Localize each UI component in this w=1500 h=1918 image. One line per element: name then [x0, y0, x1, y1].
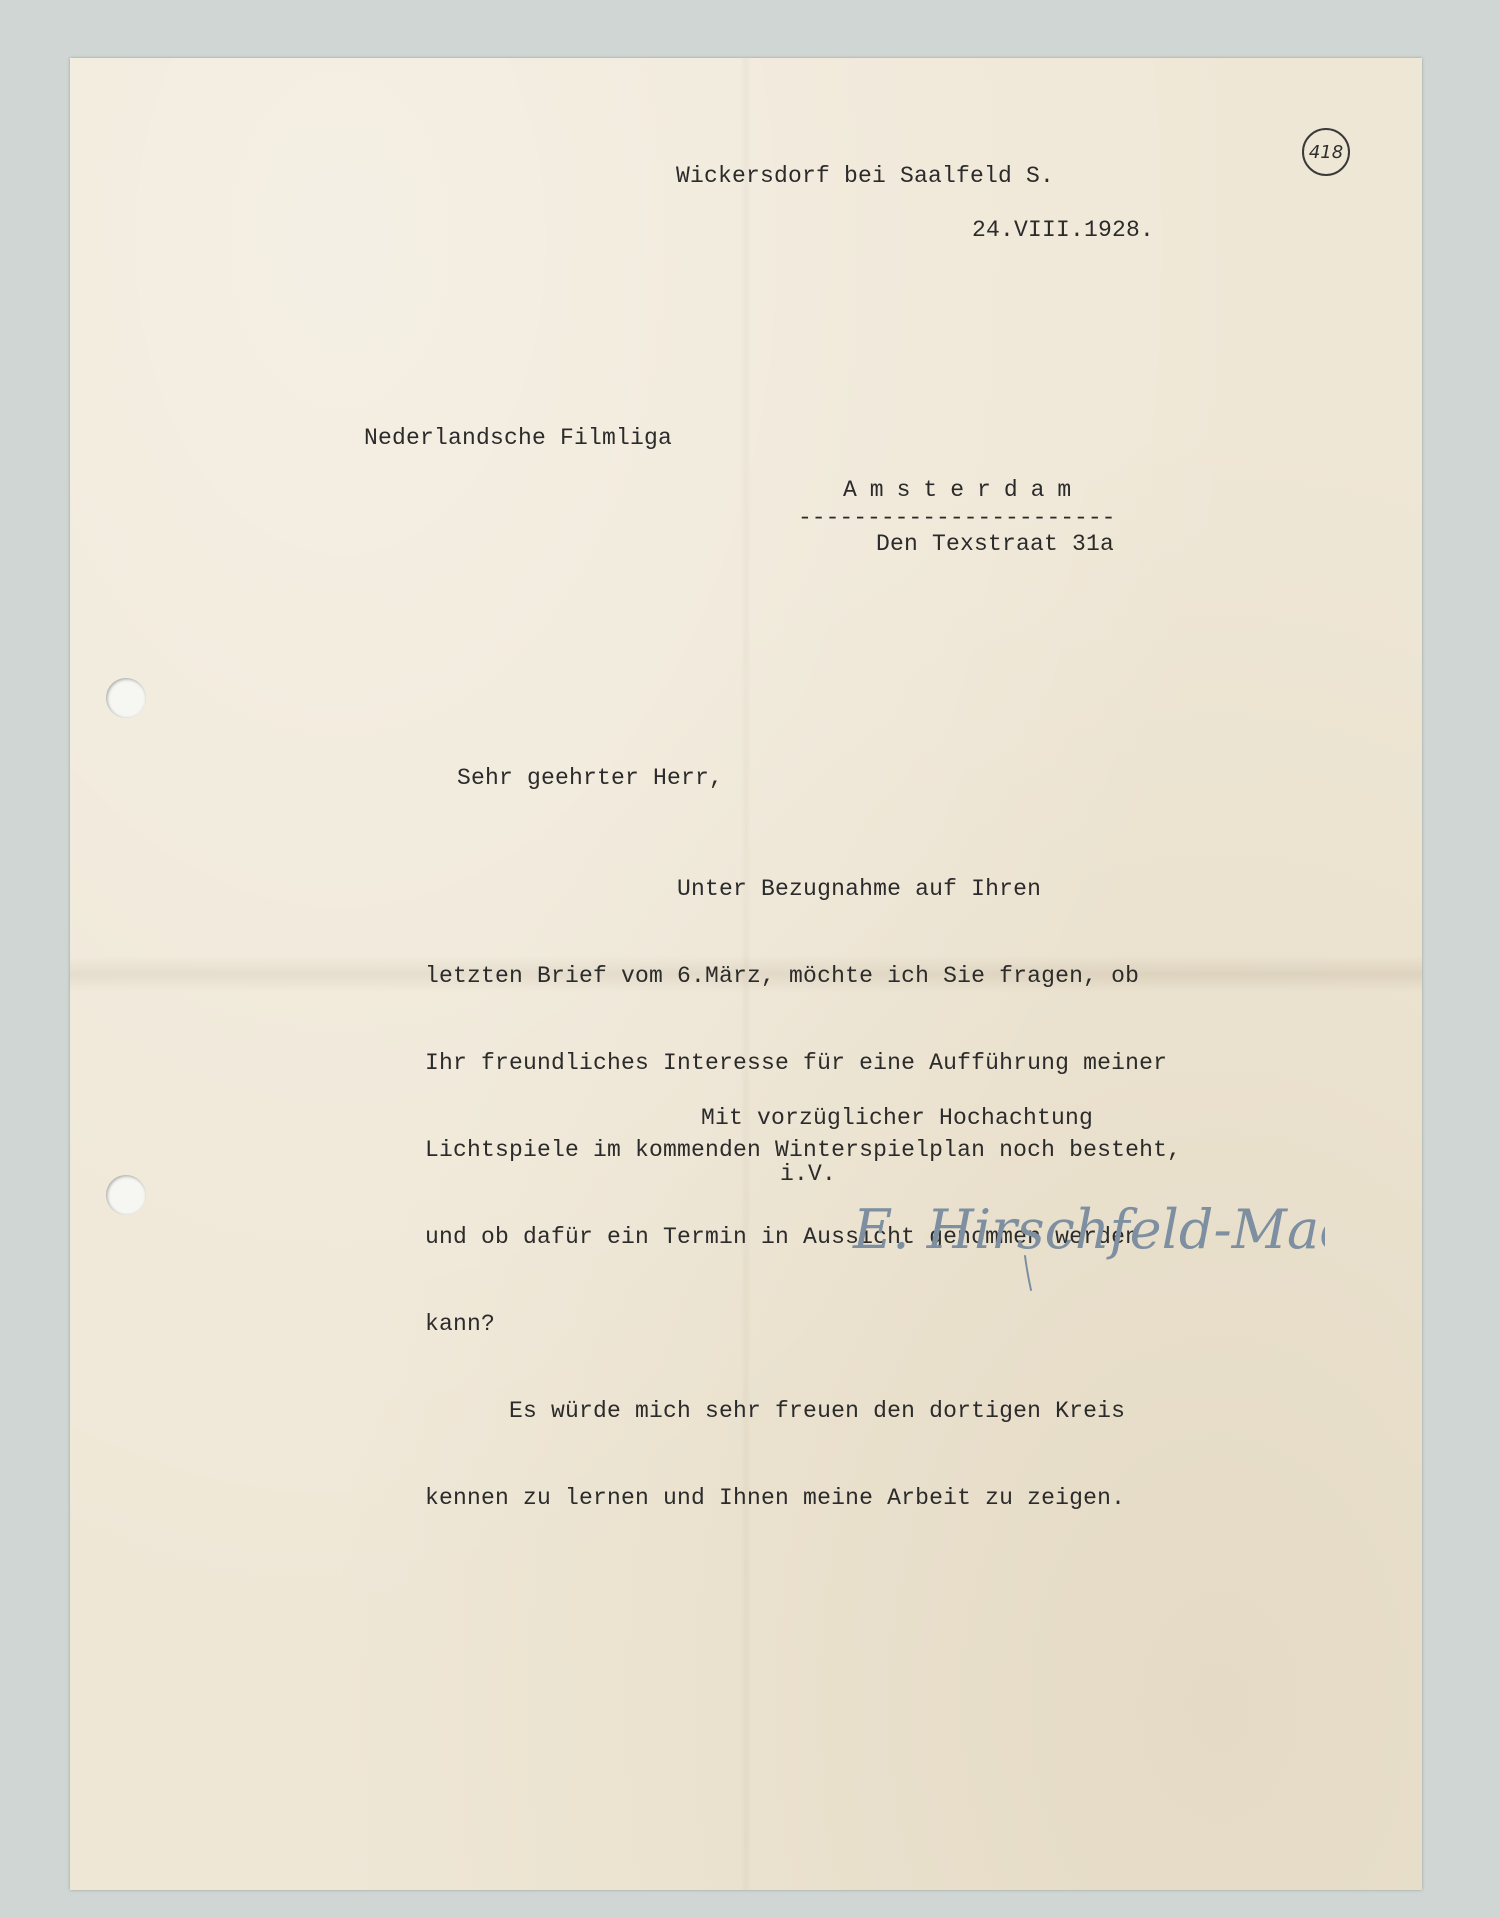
archive-number-stamp [1302, 128, 1350, 176]
punch-hole-top [106, 678, 146, 718]
body-line: Es würde mich sehr freuen den dortigen Kreis [425, 1398, 1126, 1424]
body-line: Unter Bezugnahme auf Ihren [425, 876, 1042, 902]
signature-prefix: i.V. [780, 1161, 837, 1187]
body-line: kennen zu lernen und Ihnen meine Arbeit zu zeigen. [425, 1485, 1126, 1511]
archive-number-text: 418 [1308, 141, 1344, 163]
handwritten-signature [845, 1186, 1325, 1296]
body-line: und ob dafür ein Termin in Aussicht genommen werden [425, 1224, 1140, 1250]
recipient-name: Nederlandsche Filmliga [364, 425, 673, 451]
recipient-street: Den Texstraat 31a [876, 531, 1115, 557]
punch-hole-bottom [106, 1175, 146, 1215]
body-line: kann? [425, 1311, 496, 1337]
salutation: Sehr geehrter Herr, [457, 765, 724, 791]
recipient-city: Amsterdam [843, 477, 1085, 503]
closing-phrase: Mit vorzüglicher Hochachtung [701, 1105, 1094, 1131]
letterhead-date: 24.VIII.1928. [972, 217, 1155, 243]
signature-text: E. Hirschfeld-Ma [853, 1198, 1320, 1261]
letterhead-place: Wickersdorf bei Saalfeld S. [676, 163, 1055, 189]
recipient-city-underline: ----------------------- [798, 505, 1116, 531]
signature-graphic [845, 1186, 1325, 1296]
body-line: letzten Brief vom 6.März, möchte ich Sie fragen, ob [425, 963, 1140, 989]
body-line: Lichtspiele im kommenden Winterspielplan noch besteht, [425, 1137, 1182, 1163]
body-line: Ihr freundliches Interesse für eine Aufführung meiner [425, 1050, 1168, 1076]
